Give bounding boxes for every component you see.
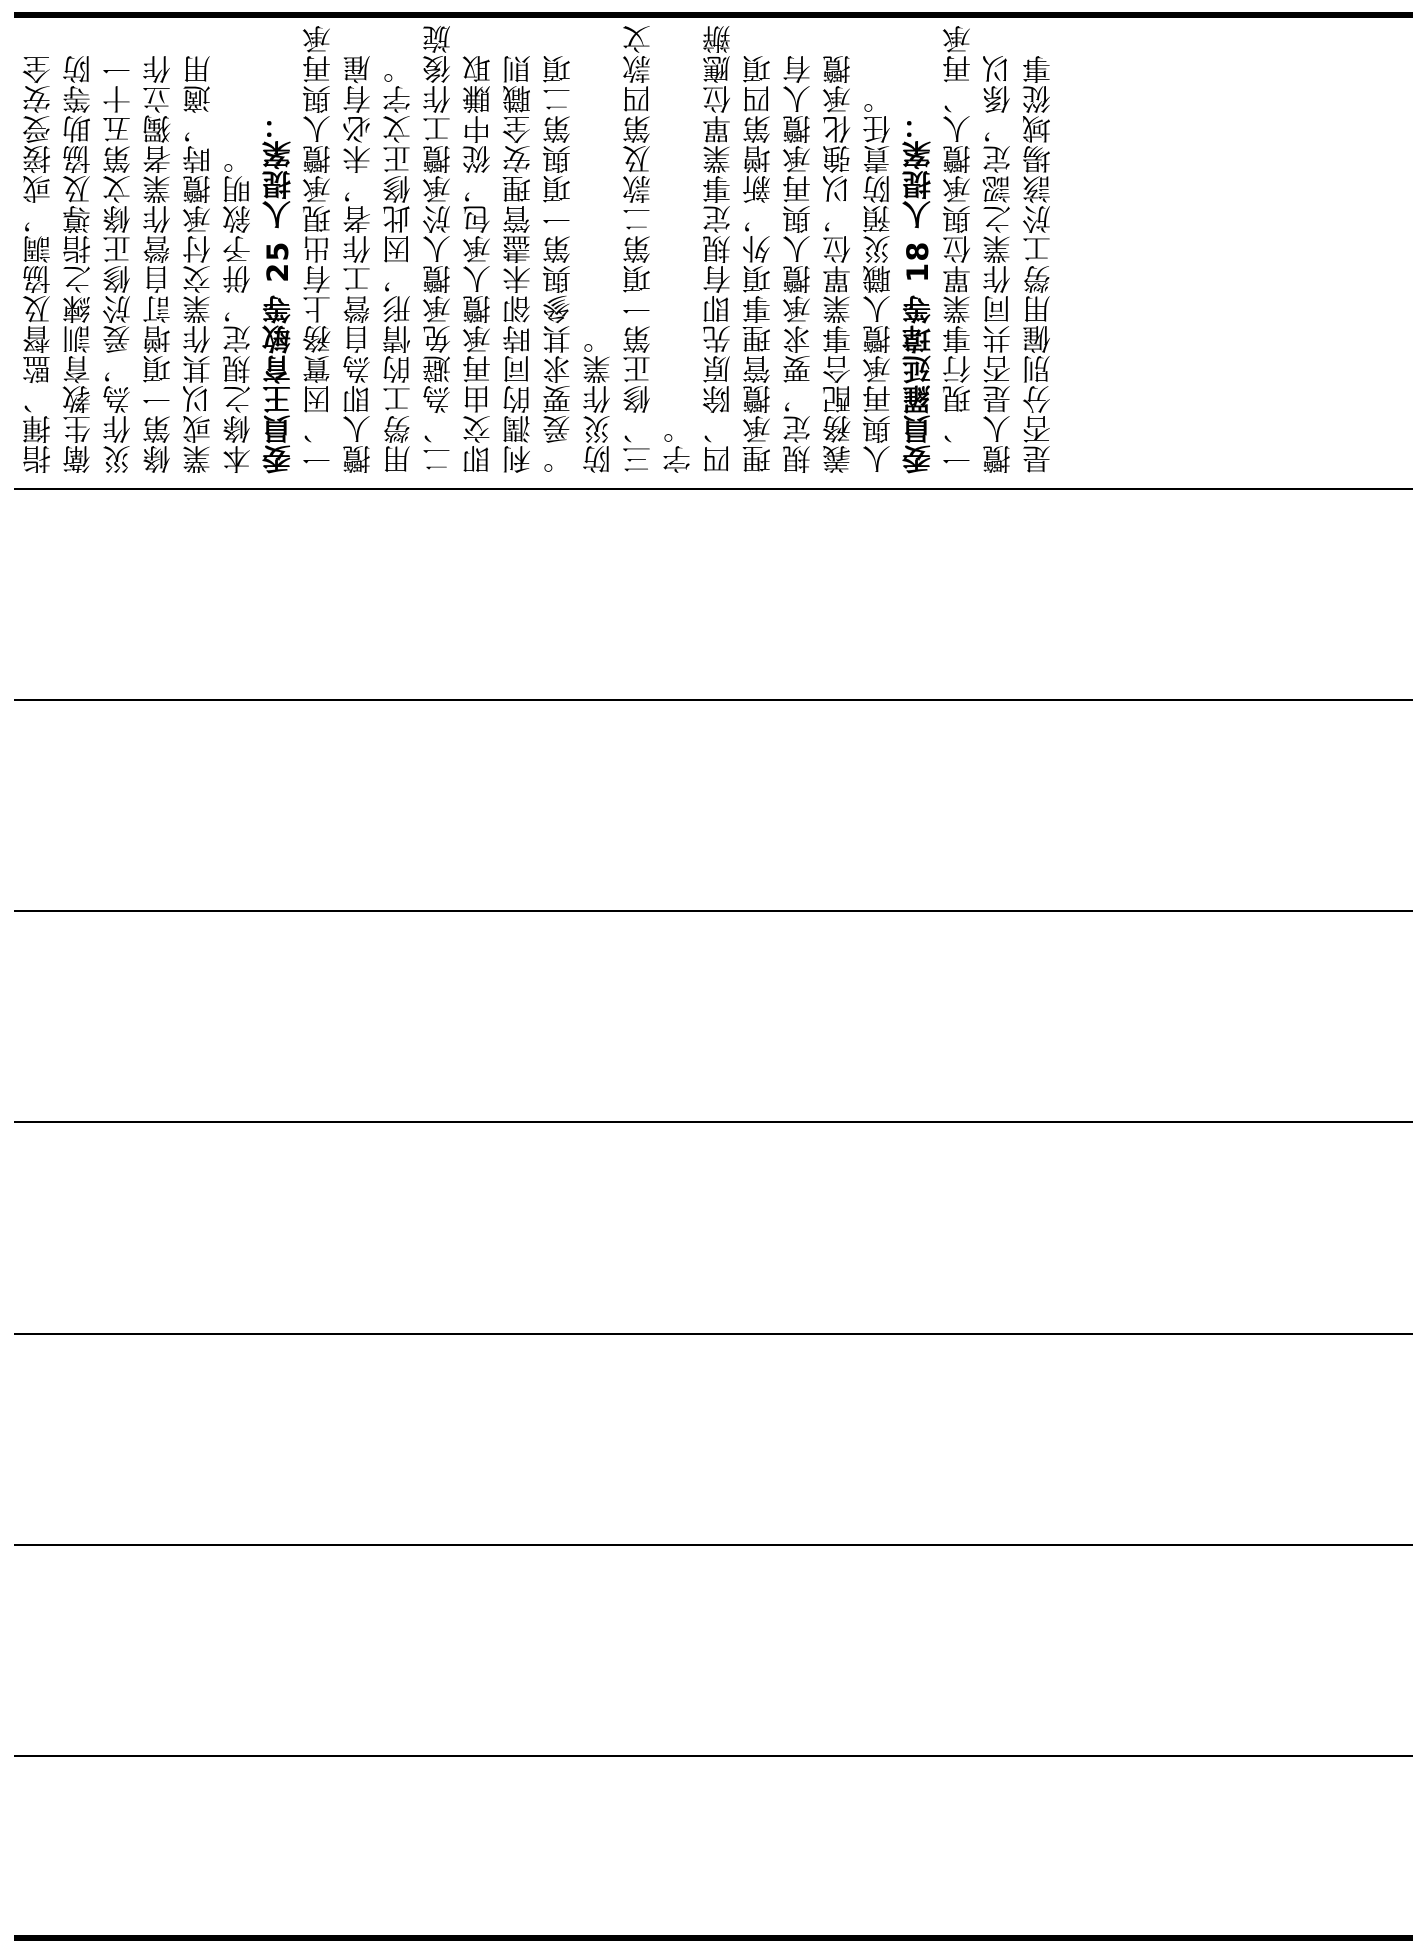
text-column: 災作為，爰於修正條文第五十一 [101, 54, 135, 474]
top-border [14, 12, 1413, 18]
proposal-heading: 委員羅延瑋等 18 人提案： [901, 109, 935, 474]
explanation-text-cell [18, 22, 1408, 474]
text-column: 三、修正第一項第二款及第四款文 [621, 24, 655, 474]
text-column: 是否分別僱用勞工於該場域從事 [1021, 54, 1055, 474]
text-column: 一、現行事業單位與承攬人、再承 [941, 24, 975, 474]
text-column: 衛生教育訓練之指導及協助等防 [61, 54, 95, 474]
row-divider [14, 488, 1413, 490]
text-column: 人與再承攬人職災預防責任。 [861, 84, 895, 474]
row-divider [14, 1333, 1413, 1335]
text-column: 理承攬管理事項外，新增第四項 [741, 54, 775, 474]
proposal-heading: 委員王育敏等 25 人提案： [261, 109, 295, 474]
text-column: 字。 [661, 414, 695, 474]
text-column: 二、為避免承攬人於承攬工作後旋 [421, 24, 455, 474]
text-column: 防災作業。 [581, 324, 615, 474]
row-divider [14, 1121, 1413, 1123]
text-column: 業或以其作業交付承攬時，適用 [181, 54, 215, 474]
text-column: 用勞工的情形，因此修正文字。 [381, 54, 415, 474]
text-column: 攬人即為自營工作者，未必有雇 [341, 54, 375, 474]
text-column: 即交由再承攬人承包，從中賺取 [461, 54, 495, 474]
text-column: 攬人是否共同作業之認定，係以 [981, 54, 1015, 474]
text-column: 四、除原先即有規定事業單位應辦 [701, 24, 735, 474]
text-column: 規定，要求承攬人與再承攬人有 [781, 54, 815, 474]
text-column: 一、因實務上有出現承攬人與再承 [301, 24, 335, 474]
text-column: 。爰要求其參與第一項與第二項 [541, 54, 575, 474]
row-divider [14, 910, 1413, 912]
text-column: 利潤的同時卻未盡管理安全職則 [501, 54, 535, 474]
text-column: 義務配合事業單位，以強化承攬 [821, 54, 855, 474]
row-divider [14, 1755, 1413, 1757]
row-divider [14, 699, 1413, 701]
row-divider [14, 1544, 1413, 1546]
text-column: 指揮、監督及協調，或接受安全 [21, 54, 55, 474]
text-column: 本條之規定，併予敘明。 [221, 144, 255, 474]
bottom-border [14, 1935, 1413, 1941]
text-column: 條第一項增訂自營作業者獨立作 [141, 54, 175, 474]
